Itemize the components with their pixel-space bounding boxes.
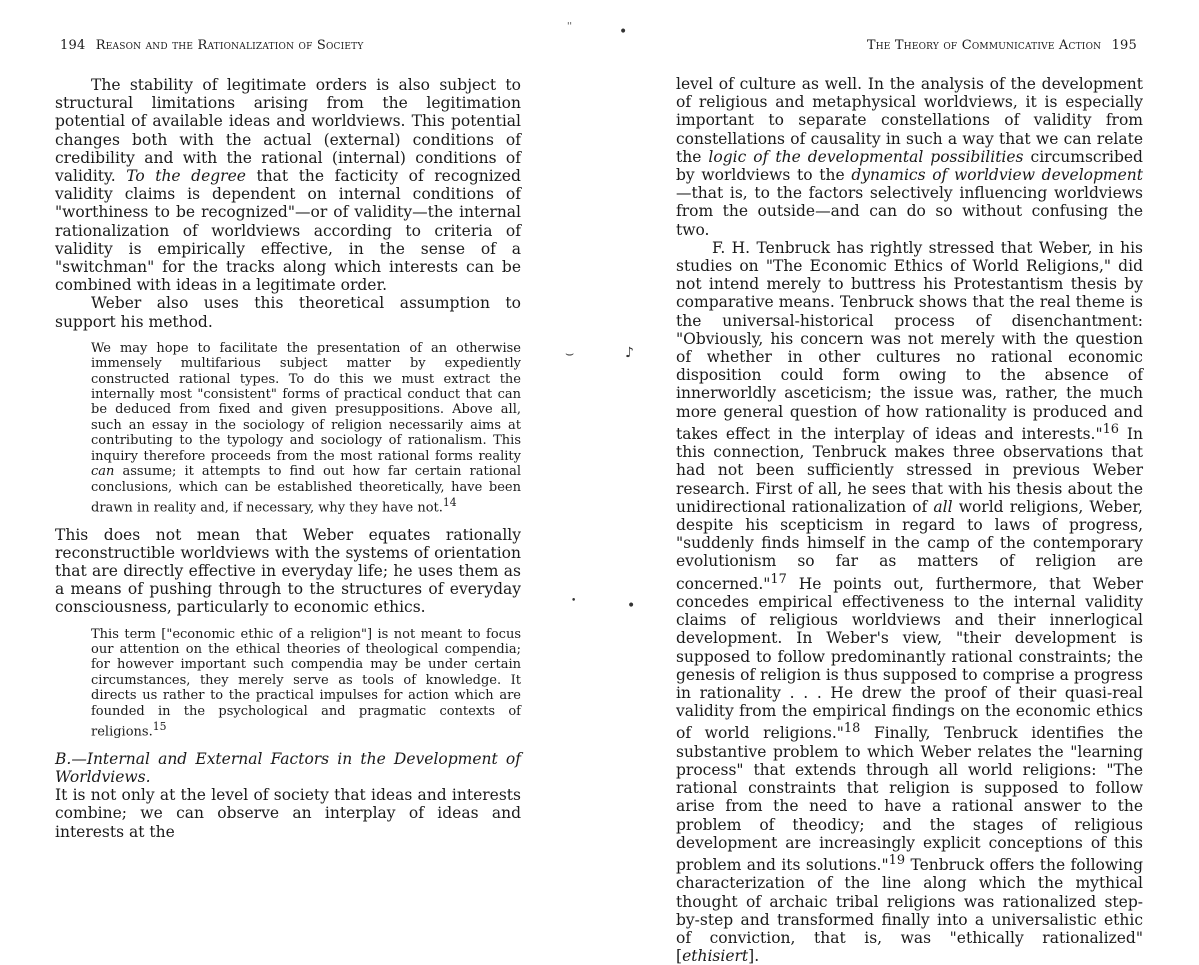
- gutter-speck: '': [567, 22, 572, 32]
- right-page: [600, 0, 1199, 965]
- footnote-ref-15: 15: [152, 720, 167, 734]
- right-running-head-title: The Theory of Communicative Action: [866, 38, 1102, 53]
- left-running-head-title: Reason and the Rationalization of Society: [95, 38, 364, 53]
- footnote-ref-17: 17: [770, 571, 787, 587]
- footnote-ref-18: 18: [843, 721, 861, 737]
- paragraph-legitimate-orders: The stability of legitimate orders is also subject to structural limitations arising from the legitimation potential of available ideas and worldviews. This potential changes both with the actual (external) conditions of credibility and with the rational (internal) conditions of validity. To the degree that the facticity of recognized validity claims is dependent on internal conditions of "worthiness to be recognized"—or of validity—the internal rationalization of worldviews according to criteria of validity is empirically effective, in the sense of a "switchman" for the tracks along which interests can be combined with ideas in a legitimate order.: [55, 76, 521, 295]
- left-page-number: 194: [60, 38, 86, 53]
- gutter-speck: ♪: [625, 345, 634, 361]
- footnote-ref-19: 19: [888, 853, 906, 868]
- paragraph-everyday-consciousness: This does not mean that Weber equates rationally reconstructible worldviews with the systems of orientation that are directly effective in everyday life; he uses them as a means of pushing through to the structures of everyday consciousness, particularly to economic ethics.: [55, 525, 521, 617]
- right-text-column: [676, 75, 1143, 965]
- block-quote-weber-rational-types: We may hope to facilitate the presentation of an otherwise immensely multifarious subject matter by expediently constructed rational types. To do this we must extract the internally most "consistent" forms of practical conduct that can be deduced from fixed and given presuppositions. Above all, such an essay in the sociology of religion necessarily aims at contributing to the typology and sociology of rationalism. This inquiry therefore proceeds from the most rational forms reality can assume; it attempts to find out how far certain rational conclusions, which can be established theoretically, have been drawn in reality and, if necessary, why they have not.$^{14}$: [91, 340, 522, 516]
- paragraph-weber-method: Weber also uses this theoretical assumption to support his method.: [55, 294, 521, 331]
- left-page: [0, 0, 598, 899]
- right-running-head: [867, 38, 1143, 53]
- paragraph-culture-level: level of culture as well. In the analysis of the development of religious and metaphysical worldviews, it is especially important to separate constellations of validity from constellations of causality in such a way that we can relate the logic of the developmental possibilities circumscribed by worldviews to the dynamics of worldview development—that is, to the factors selectively influencing worldviews from the outside—and can do so without confusing the two.: [676, 75, 1143, 239]
- footnote-ref-14: 14: [442, 495, 457, 509]
- section-heading-b: B.—Internal and External Factors in the Development of Worldviews.: [55, 749, 521, 787]
- gutter-speck: •: [619, 24, 628, 40]
- block-quote-economic-ethic: This term ["economic ethic of a religion"] is not meant to focus our attention on the ethical theories of theological compendia; for however important such compendia may be under certain circumstances, they merely serve as tools of knowledge. It directs us rather to the practical impulses for action which are founded in the psychological and pragmatic contexts of religions.$^{15}$: [91, 626, 521, 740]
- left-running-head: [54, 38, 364, 53]
- left-text-column: [55, 76, 521, 841]
- paragraph-interplay: It is not only at the level of society that ideas and interests combine; we can observe an interplay of ideas and interests at the: [55, 786, 521, 841]
- paragraph-tenbruck: F. H. Tenbruck has rightly stressed that Weber, in his studies on "The Economic Ethics of World Religions," did not intend merely to buttress his Protestantism thesis by comparative means. Tenbruck shows that the real theme is the universal-historical process of disenchantment: "Obviously, his concern was not merely with the question of whether in other cultures no rational economic disposition could form owing to the absence of innerworldly asceticism; the issue was, rather, the much more general question of how rationality is produced and takes effect in the interplay of ideas and interests."$^{16}$ In this connection, Tenbruck makes three observations that had not been sufficiently stressed in previous Weber research. First of all, he sees that with his thesis about the unidirectional rationalization of all world religions, Weber, despite his scepticism in regard to laws of progress, "suddenly finds himself in the camp of the contemporary evolutionism so far as matters of religion are concerned."$^{17}$ He points out, furthermore, that Weber concedes empirical effectiveness to the internal validity claims of religious worldviews and their innerlogical development. In Weber's view, "their development is supposed to follow predominantly rational constraints; the genesis of religion is thus supposed to comprise a progress in rationality . . . He drew the proof of their quasi-real validity from the empirical findings on the economic ethics of world religions."$^{18}$ Finally, Tenbruck identifies the substantive problem to which Weber relates the "learning process" that extends through all world religions: "The rational constraints that religion is supposed to follow arise from the need to have a rational answer to the problem of theodicy; and the stages of religious development are increasingly explicit conceptions of this problem and its solutions."$^{19}$ Tenbruck offers the following characterization of the line along which the mythical thought of archaic tribal religions was rationalized step-by-step and transformed finally into a universalistic ethic of conviction, that is, was "ethically rationalized" [ethisiert].: [676, 238, 1143, 965]
- right-page-number: 195: [1111, 38, 1137, 53]
- footnote-ref-16: 16: [1102, 421, 1120, 437]
- gutter-speck: ⌣: [565, 346, 575, 362]
- gutter-speck: •: [571, 596, 577, 606]
- gutter-speck: •: [627, 598, 636, 614]
